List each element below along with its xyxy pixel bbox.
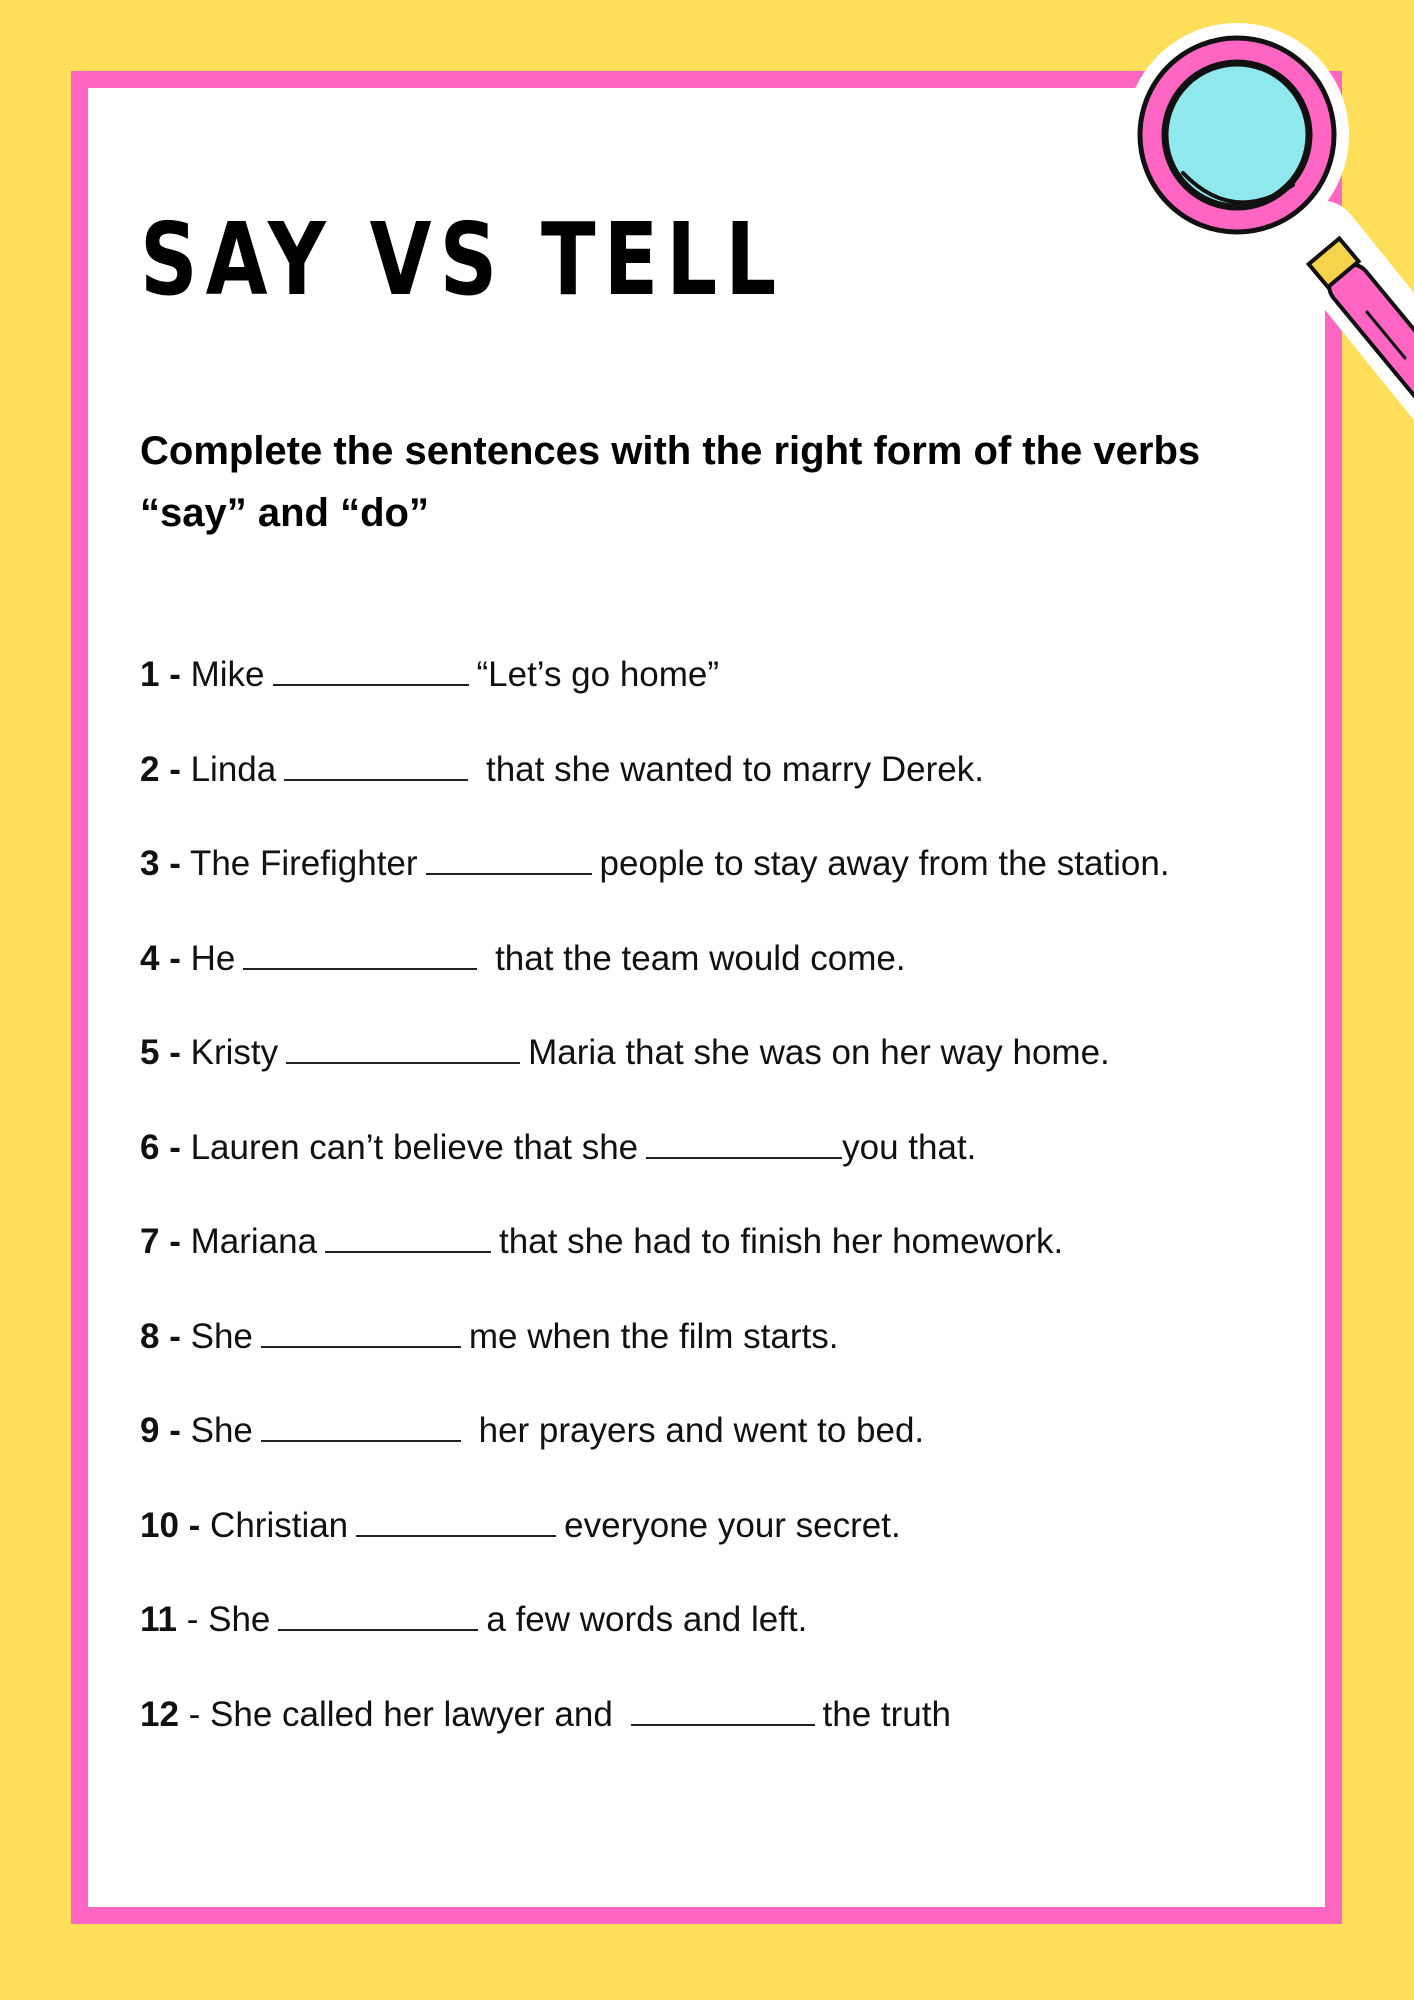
sentence-end: that she wanted to marry Derek. [485, 749, 984, 789]
sentence-start: - She [186, 1600, 271, 1639]
sentence-end: Maria that she was on her way home. [528, 1033, 1110, 1072]
exercise-number: 8 - [140, 1316, 181, 1356]
sentence-end: me when the film starts. [468, 1316, 839, 1356]
exercise-item [140, 1018, 1170, 1113]
answer-blank[interactable] [646, 1127, 842, 1159]
exercise-item [140, 735, 1170, 830]
instructions: Complete the sentences with the right form of the verbs “say” and “do” [140, 429, 1201, 535]
sentence-start: - She called her lawyer and [188, 1694, 613, 1734]
sentence-end: a few words and left. [486, 1600, 808, 1639]
answer-blank[interactable] [243, 938, 477, 970]
page-title: SAY VS TELL [140, 201, 785, 318]
sentence-start: She [190, 1316, 253, 1356]
exercise-item [140, 1585, 1170, 1680]
sentence-end: you that. [842, 1127, 977, 1167]
answer-blank[interactable] [278, 1599, 478, 1631]
sentence-start: The Firefighter [189, 844, 418, 883]
exercise-number: 2 - [140, 749, 181, 789]
exercise-number: 9 - [140, 1411, 181, 1450]
exercise-number: 10 - [140, 1505, 201, 1545]
answer-blank[interactable] [286, 1032, 520, 1064]
sentence-start: Christian [210, 1505, 349, 1545]
exercise-number: 11 [140, 1600, 177, 1639]
exercise-number: 12 [140, 1694, 179, 1734]
sentence-start: Mike [190, 655, 265, 694]
sentence-start: Linda [190, 749, 277, 789]
sentence-start: Lauren can’t believe that she [190, 1127, 639, 1167]
exercise-item [140, 1680, 1170, 1775]
sentence-end: that the team would come. [495, 938, 906, 978]
answer-blank[interactable] [356, 1505, 556, 1537]
exercise-number: 3 - [140, 844, 181, 883]
magnifying-glass-icon [1105, 0, 1414, 420]
sentence-start: She [190, 1411, 253, 1450]
sentence-end: her prayers and went to bed. [478, 1411, 925, 1450]
exercise-item [140, 1113, 1170, 1208]
sentence-start: Kristy [190, 1033, 279, 1072]
sentence-end: “Let’s go home” [476, 655, 720, 694]
answer-blank[interactable] [261, 1410, 461, 1442]
sentence-end: the truth [822, 1694, 951, 1734]
sentence-start: He [190, 938, 236, 978]
sentence-end: that she had to finish her homework. [499, 1222, 1064, 1261]
exercise-item [140, 1491, 1170, 1586]
answer-blank[interactable] [284, 749, 468, 781]
exercise-number: 1 - [140, 655, 181, 694]
exercise-number: 4 - [140, 938, 181, 978]
sentence-end: people to stay away from the station. [599, 844, 1170, 883]
exercise-item [140, 1207, 1170, 1302]
exercise-number: 7 - [140, 1222, 181, 1261]
answer-blank[interactable] [426, 843, 592, 875]
exercise-item [140, 1302, 1170, 1397]
answer-blank[interactable] [631, 1694, 815, 1726]
exercise-number: 5 - [140, 1033, 181, 1072]
exercise-item [140, 829, 1170, 924]
answer-blank[interactable] [261, 1316, 461, 1348]
exercise-list [140, 640, 1170, 1774]
exercise-item [140, 640, 1170, 735]
sentence-start: Mariana [190, 1222, 318, 1261]
answer-blank[interactable] [273, 654, 469, 686]
magnifier-lens [1165, 63, 1309, 207]
exercise-item [140, 924, 1170, 1019]
exercise-number: 6 - [140, 1127, 181, 1167]
answer-blank[interactable] [325, 1221, 491, 1253]
exercise-item [140, 1396, 1170, 1491]
sentence-end: everyone your secret. [564, 1505, 901, 1545]
